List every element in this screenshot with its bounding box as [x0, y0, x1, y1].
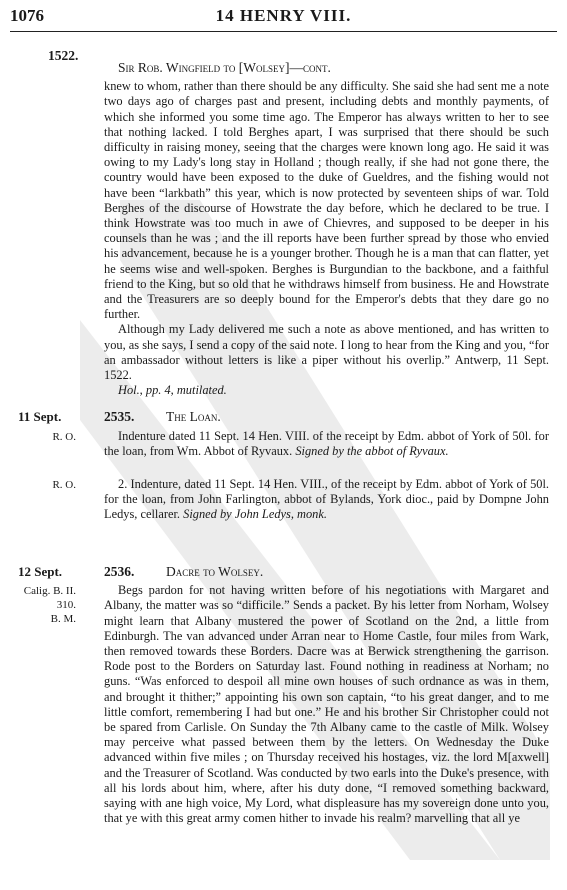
item-1-text: Indenture dated 11 Sept. 14 Hen. VIII. of the receipt by Edm. abbot of York of 50l. for the loan, from Wm. Abbot of Ryvaux. [104, 429, 549, 459]
letter-paragraph-2: Although my Lady delivered me such a note as above mentioned, and has written to you, as she says, I send a copy of the said note. I long to hear from the King and you, “for an ambassador without letters is like a piper without his overlip.” Antwerp, 11 Sept. 1522. [104, 322, 549, 383]
margin-ref-2: 310. [56, 599, 76, 611]
entry-2535-item-2 [104, 477, 549, 523]
margin-ref-1: Calig. B. II. [23, 585, 76, 597]
entry-2535-title: The Loan. [166, 409, 221, 424]
wingfield-letter [104, 60, 549, 398]
entry-2536-margin [8, 584, 76, 626]
running-title: 14 HENRY VIII. [215, 6, 352, 25]
entry-2536-number: 2536. [104, 564, 135, 579]
entry-2536-title: Dacre to Wolsey. [166, 564, 264, 579]
entry-2535-heading [104, 409, 549, 425]
entry-2536-date: 12 Sept. [18, 564, 63, 579]
entry-2535-margin-1: R. O. [52, 431, 76, 443]
year-marker: 1522. [48, 48, 79, 63]
margin-ref-3: B. M. [50, 613, 76, 625]
entry-2535-item-1 [104, 429, 549, 459]
entry-2535-number: 2535. [104, 409, 135, 424]
letter-note: Hol., pp. 4, mutilated. [118, 383, 227, 398]
item-2-text: 2. Indenture, dated 11 Sept. 14 Hen. VIII., of the receipt by Edm. abbot of York of 50l. for the loan, from John Farlington, abbot of Bylands, York dioc., paid by Dompne John Ledys, cellarer. [104, 477, 549, 522]
header-rule [10, 31, 557, 32]
entry-2536-text: Begs pardon for not having written before of his negotiations with Margaret and Albany, the matter was so “difficile.” Sends a packet. By his letter from Norham, Wolsey might learn that Albany mustered the power of Scotland on the 2nd, a little from Edinburgh. The van advanced under Arran near to Home Castle, four miles from Wark, then removed towards these Borders. Dacre was at Berwick strengthening the garrison. Rode post to the Borders on Saturday last. Found nothing in readiness at Norham; no guns. “Was enforced to despoil all mine own houses of such ordnance as was in them, and brought it thither;” appointing his own son captain, “to his great danger, and to me little comfort, remembering I had but one.” He and his brother Sir Christopher could not be spared from Carlisle. On Sunday the 7th Albany came to the castle of Milk. Wolsey may perceive what passed between them by the letters. On Wednesday the Duke advanced within five miles ; on Thursday received his hostages, viz. the lord M[axwell] and the Treasurer of Scotland. Was conducted by two earls into the Duke's presence, with all his lords about him, where, after his duty done, “I removed something backward, saying with ane high voice, My Lord, what displeasure has my sovereign done unto you, that ye with this great army comen hither to invade his realm? marvelling that all ye [104, 583, 549, 826]
entry-2535-date: 11 Sept. [18, 409, 62, 424]
letter-heading: Sir Rob. Wingfield to [Wolsey]—cont. [118, 60, 331, 75]
item-1-signature: Signed by the abbot of Ryvaux. [295, 444, 449, 459]
entry-2535-margin-2: R. O. [52, 479, 76, 491]
entry-2536 [104, 564, 549, 826]
page-number: 1076 [10, 6, 44, 25]
letter-paragraph-1: knew to whom, rather than there should be any difficulty. She said she had sent me a note two days ago of charges past and present, including debts and monthly payments, of which she informed you some time ago. The Emperor has always written to her to see that nothing lacked. I told Berghes apart, I was surprised that there should be such difficulty in raising money, seeing that the charges were known long ago. He said it was owing to my Lady's long stay in Holland ; though really, if she had not gone there, the country would have been exposed to the duke of Gueldres, and the fishing would not have been “larkbath” this year, which is now protected by seventeen ships of war. Told Berghes of the discourse of Howstrate the day before, which he declared to be true. I think Howstrate was too much in awe of Chievres, and supposed to be deeper in his counsels than he was ; and the ill reports have been further spread by those who envied his advancement, because he is a younger brother. Though he is a man that can flatter, yet he seems wise and well-spoken. Berghes is Burgundian to the backbone, and a faithful friend to the King, but so old that he withdraws himself from business. He and Howstrate and the Treasurers are so deeply bound for the Emperor's debts that they dare go no further. [104, 79, 549, 322]
item-2-signature: Signed by John Ledys, monk. [183, 507, 327, 522]
